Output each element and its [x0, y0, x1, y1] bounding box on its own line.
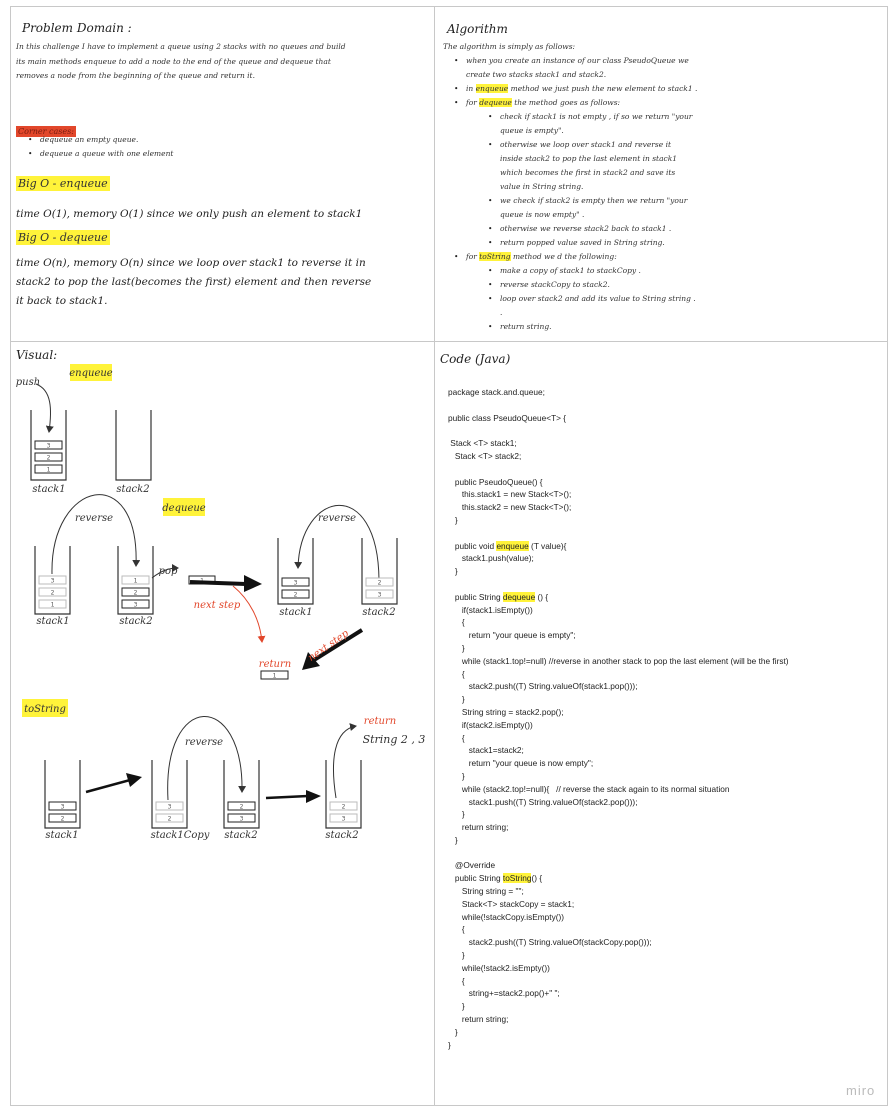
enqueue-label: enqueue: [69, 368, 113, 379]
corner-cases-label: Corner cases:: [18, 127, 74, 136]
visual-title: Visual:: [16, 348, 58, 362]
loop-arrow: [266, 796, 308, 798]
code-line: }: [448, 1026, 458, 1037]
node-label: 3: [293, 579, 298, 587]
code-line: [448, 578, 789, 591]
code-line: public PseudoQueue() {: [448, 476, 543, 487]
dequeue-label: dequeue: [162, 503, 206, 514]
stack2-label: stack2: [224, 830, 258, 841]
list-item: • return popped value saved in String string.: [500, 236, 695, 250]
code-line: String string = "";: [448, 886, 524, 897]
code-line: [448, 463, 789, 476]
code-line: package stack.and.queue;: [448, 387, 545, 397]
list-item: • dequeue a queue with one element: [40, 147, 340, 161]
return-arrow: [333, 726, 356, 798]
code-line: }: [448, 1039, 451, 1050]
node-label: 2: [133, 589, 138, 597]
code-line: }: [448, 834, 458, 845]
code-line: }: [448, 642, 465, 653]
code-line: {: [448, 924, 465, 935]
code-line: stack2.push((T) String.valueOf(stack1.pop()));: [448, 681, 638, 692]
code-line: }: [448, 809, 465, 820]
code-line: [448, 847, 789, 860]
code-line: if(stack1.isEmpty()): [448, 604, 533, 615]
code-line: while(!stackCopy.isEmpty()): [448, 911, 565, 922]
stack1-label: stack1: [279, 607, 313, 618]
stack-container: [116, 410, 151, 480]
code-line: Stack<T> stackCopy = stack1;: [448, 898, 575, 909]
list-item: • we check if stack2 is empty then we return "your queue is now empty" .: [500, 194, 695, 222]
bigo-dequeue-label: Big O - dequeue: [18, 231, 108, 244]
node-label: 2: [50, 589, 55, 597]
algorithm-list: [466, 54, 698, 334]
list-item: • loop over stack2 and add its value to String string .: [500, 292, 700, 306]
code-line: {: [448, 975, 465, 986]
problem-domain-title: Problem Domain :: [22, 21, 132, 35]
code-line: }: [448, 514, 458, 525]
reverse-arrow: [52, 495, 136, 574]
push-label: push: [15, 377, 41, 388]
code-line: while (stack1.top!=null) //reverse in another stack to pop the last element (will be the first): [448, 655, 789, 666]
push-arrow: [36, 384, 51, 432]
list-item: • dequeue an empty queue.: [40, 133, 340, 147]
pop-label: pop: [158, 566, 178, 577]
next-step-label: next step: [193, 600, 241, 611]
corner-cases-list: [40, 133, 340, 161]
stack1-label: stack1: [36, 616, 70, 627]
reverse-label: reverse: [317, 513, 357, 524]
list-item: • for toString method we d the following: • make a copy of stack1 to stackCopy . • reverse stackCopy to stack2. • loop over stack2 and add its value to String string . . • return string.: [466, 250, 698, 334]
code-line: }: [448, 770, 465, 781]
node-label: 2: [293, 591, 298, 599]
code-line: return string;: [448, 822, 509, 833]
node-label: 3: [133, 601, 138, 609]
node-label: 2: [60, 815, 65, 823]
code-line: [448, 527, 789, 540]
code-line: public class PseudoQueue<T> {: [448, 412, 567, 423]
code-line: String string = stack2.pop();: [448, 706, 564, 717]
reverse-arrow-3: [168, 716, 242, 800]
node-label: 1: [133, 577, 138, 585]
list-item: • check if stack1 is not empty , if so we return "your queue is empty".: [500, 110, 695, 138]
code-line: while (stack2.top!=null){ // reverse the stack again to its normal situation: [448, 783, 730, 794]
stack1-label: stack1: [32, 484, 66, 495]
list-item: • when you create an instance of our class PseudoQueue we create two stacks stack1 and stack2.: [466, 54, 698, 82]
return-label: return: [363, 716, 397, 727]
node-label: 2: [341, 803, 346, 811]
code-line: stack1.push(value);: [448, 553, 534, 564]
code-line: public void enqueue (T value){: [448, 540, 567, 551]
stack1copy-label: stack1Copy: [150, 830, 210, 841]
node-label: 3: [239, 815, 244, 823]
list-item: • in enqueue method we just push the new element to stack1 .: [466, 82, 698, 96]
node-label: 3: [377, 591, 382, 599]
node-label: 1: [272, 672, 277, 680]
code-line: [448, 399, 789, 412]
reverse-label: reverse: [74, 513, 114, 524]
visual-diagram: [0, 342, 434, 862]
code-line: while(!stack2.isEmpty()): [448, 962, 550, 973]
code-line: return string;: [448, 1014, 509, 1025]
node-label: 2: [167, 815, 172, 823]
stack2-label: stack2: [362, 607, 396, 618]
next-step-arrowhead: [244, 575, 262, 592]
code-line: }: [448, 566, 458, 577]
code-line: stack2.push((T) String.valueOf(stackCopy.pop()));: [448, 937, 652, 948]
list-item: • make a copy of stack1 to stackCopy .: [500, 264, 700, 278]
code-line: stack1=stack2;: [448, 745, 524, 756]
list-item: • otherwise we loop over stack1 and reverse it inside stack2 to pop the last element in stack1 which becomes the first in stack2 and save its value in String string.: [500, 138, 695, 194]
miro-watermark: miro: [846, 1083, 876, 1098]
code-line: @Override: [448, 860, 496, 871]
code-line: }: [448, 1001, 465, 1012]
code-line: this.stack2 = new Stack<T>();: [448, 502, 572, 513]
next-step-arrow: [190, 582, 246, 584]
node-label: 3: [60, 803, 65, 811]
code-line: Stack <T> stack1;: [448, 438, 517, 449]
vertical-divider: [434, 6, 435, 1106]
return-label: return: [258, 659, 292, 670]
algorithm-intro: The algorithm is simply as follows:: [443, 42, 576, 51]
next-step-red-arrow: [233, 586, 262, 642]
code-block: [448, 386, 789, 1051]
copy-arrowhead: [126, 773, 142, 787]
code-line: this.stack1 = new Stack<T>();: [448, 489, 572, 500]
code-line: public String dequeue () {: [448, 591, 549, 602]
code-line: if(stack2.isEmpty()): [448, 719, 533, 730]
code-line: {: [448, 668, 465, 679]
stack2-label: stack2: [325, 830, 359, 841]
code-line: public String toString() {: [448, 873, 543, 884]
stack2-label: stack2: [116, 484, 150, 495]
node-label: 3: [341, 815, 346, 823]
bigo-enqueue-text: time O(1), memory O(1) since we only push an element to stack1: [16, 208, 363, 220]
code-line: stack1.push((T) String.valueOf(stack2.pop()));: [448, 796, 638, 807]
list-item: • for dequeue the method goes as follows: • check if stack1 is not empty , if so we return "your queue is empty". • otherwise we loop over stack1 and reverse it inside stack2 to pop the last element in stack1 which becomes the first in stack2 and save its value in String string. • we check if stack2 is empty then we return "your queue is now empty" . • otherwise we reverse stack2 back to stack1 . • return popped value saved in String string.: [466, 96, 698, 250]
bigo-enqueue-label: Big O - enqueue: [18, 177, 108, 190]
code-line: [448, 424, 789, 437]
problem-description: In this challenge I have to implement a queue using 2 stacks with no queues and build its main methods enqueue to add a node to the end of the queue and dequeue that removes a node from the beginning of the queue and return it.: [16, 42, 346, 80]
tostring-label: toString: [24, 704, 66, 715]
code-line: }: [448, 950, 465, 961]
node-label: 1: [46, 466, 51, 474]
bigo-dequeue-text: time O(n), memory O(n) since we loop over stack1 to reverse it in stack2 to pop the last(becomes the first) element and then reverse it back to stack1.: [16, 257, 372, 307]
list-item: • otherwise we reverse stack2 back to stack1 .: [500, 222, 695, 236]
list-item: • reverse stackCopy to stack2.: [500, 278, 700, 292]
code-line: return "your queue is now empty";: [448, 758, 594, 769]
code-title: Code (Java): [440, 352, 511, 366]
stack1-label: stack1: [45, 830, 79, 841]
code-line: {: [448, 732, 465, 743]
node-label: 1: [50, 601, 55, 609]
loop-arrowhead: [306, 790, 321, 803]
node-label: 2: [46, 454, 51, 462]
code-line: {: [448, 617, 465, 628]
next-step-label: next step: [306, 628, 351, 664]
reverse-label: reverse: [184, 737, 224, 748]
copy-arrow: [86, 780, 130, 792]
node-label: 3: [50, 577, 55, 585]
stack2-label: stack2: [119, 616, 153, 627]
algorithm-title: Algorithm: [447, 22, 508, 36]
node-label: 3: [46, 442, 51, 450]
node-label: 3: [167, 803, 172, 811]
node-label: 2: [377, 579, 382, 587]
list-item: • return string.: [500, 320, 700, 334]
return-value: String 2 , 3: [362, 733, 426, 746]
code-line: }: [448, 694, 465, 705]
code-line: string+=stack2.pop()+" ";: [448, 988, 560, 999]
node-label: 2: [239, 803, 244, 811]
code-line: Stack <T> stack2;: [448, 450, 522, 461]
code-line: return "your queue is empty";: [448, 630, 576, 641]
list-item: .: [500, 308, 503, 317]
